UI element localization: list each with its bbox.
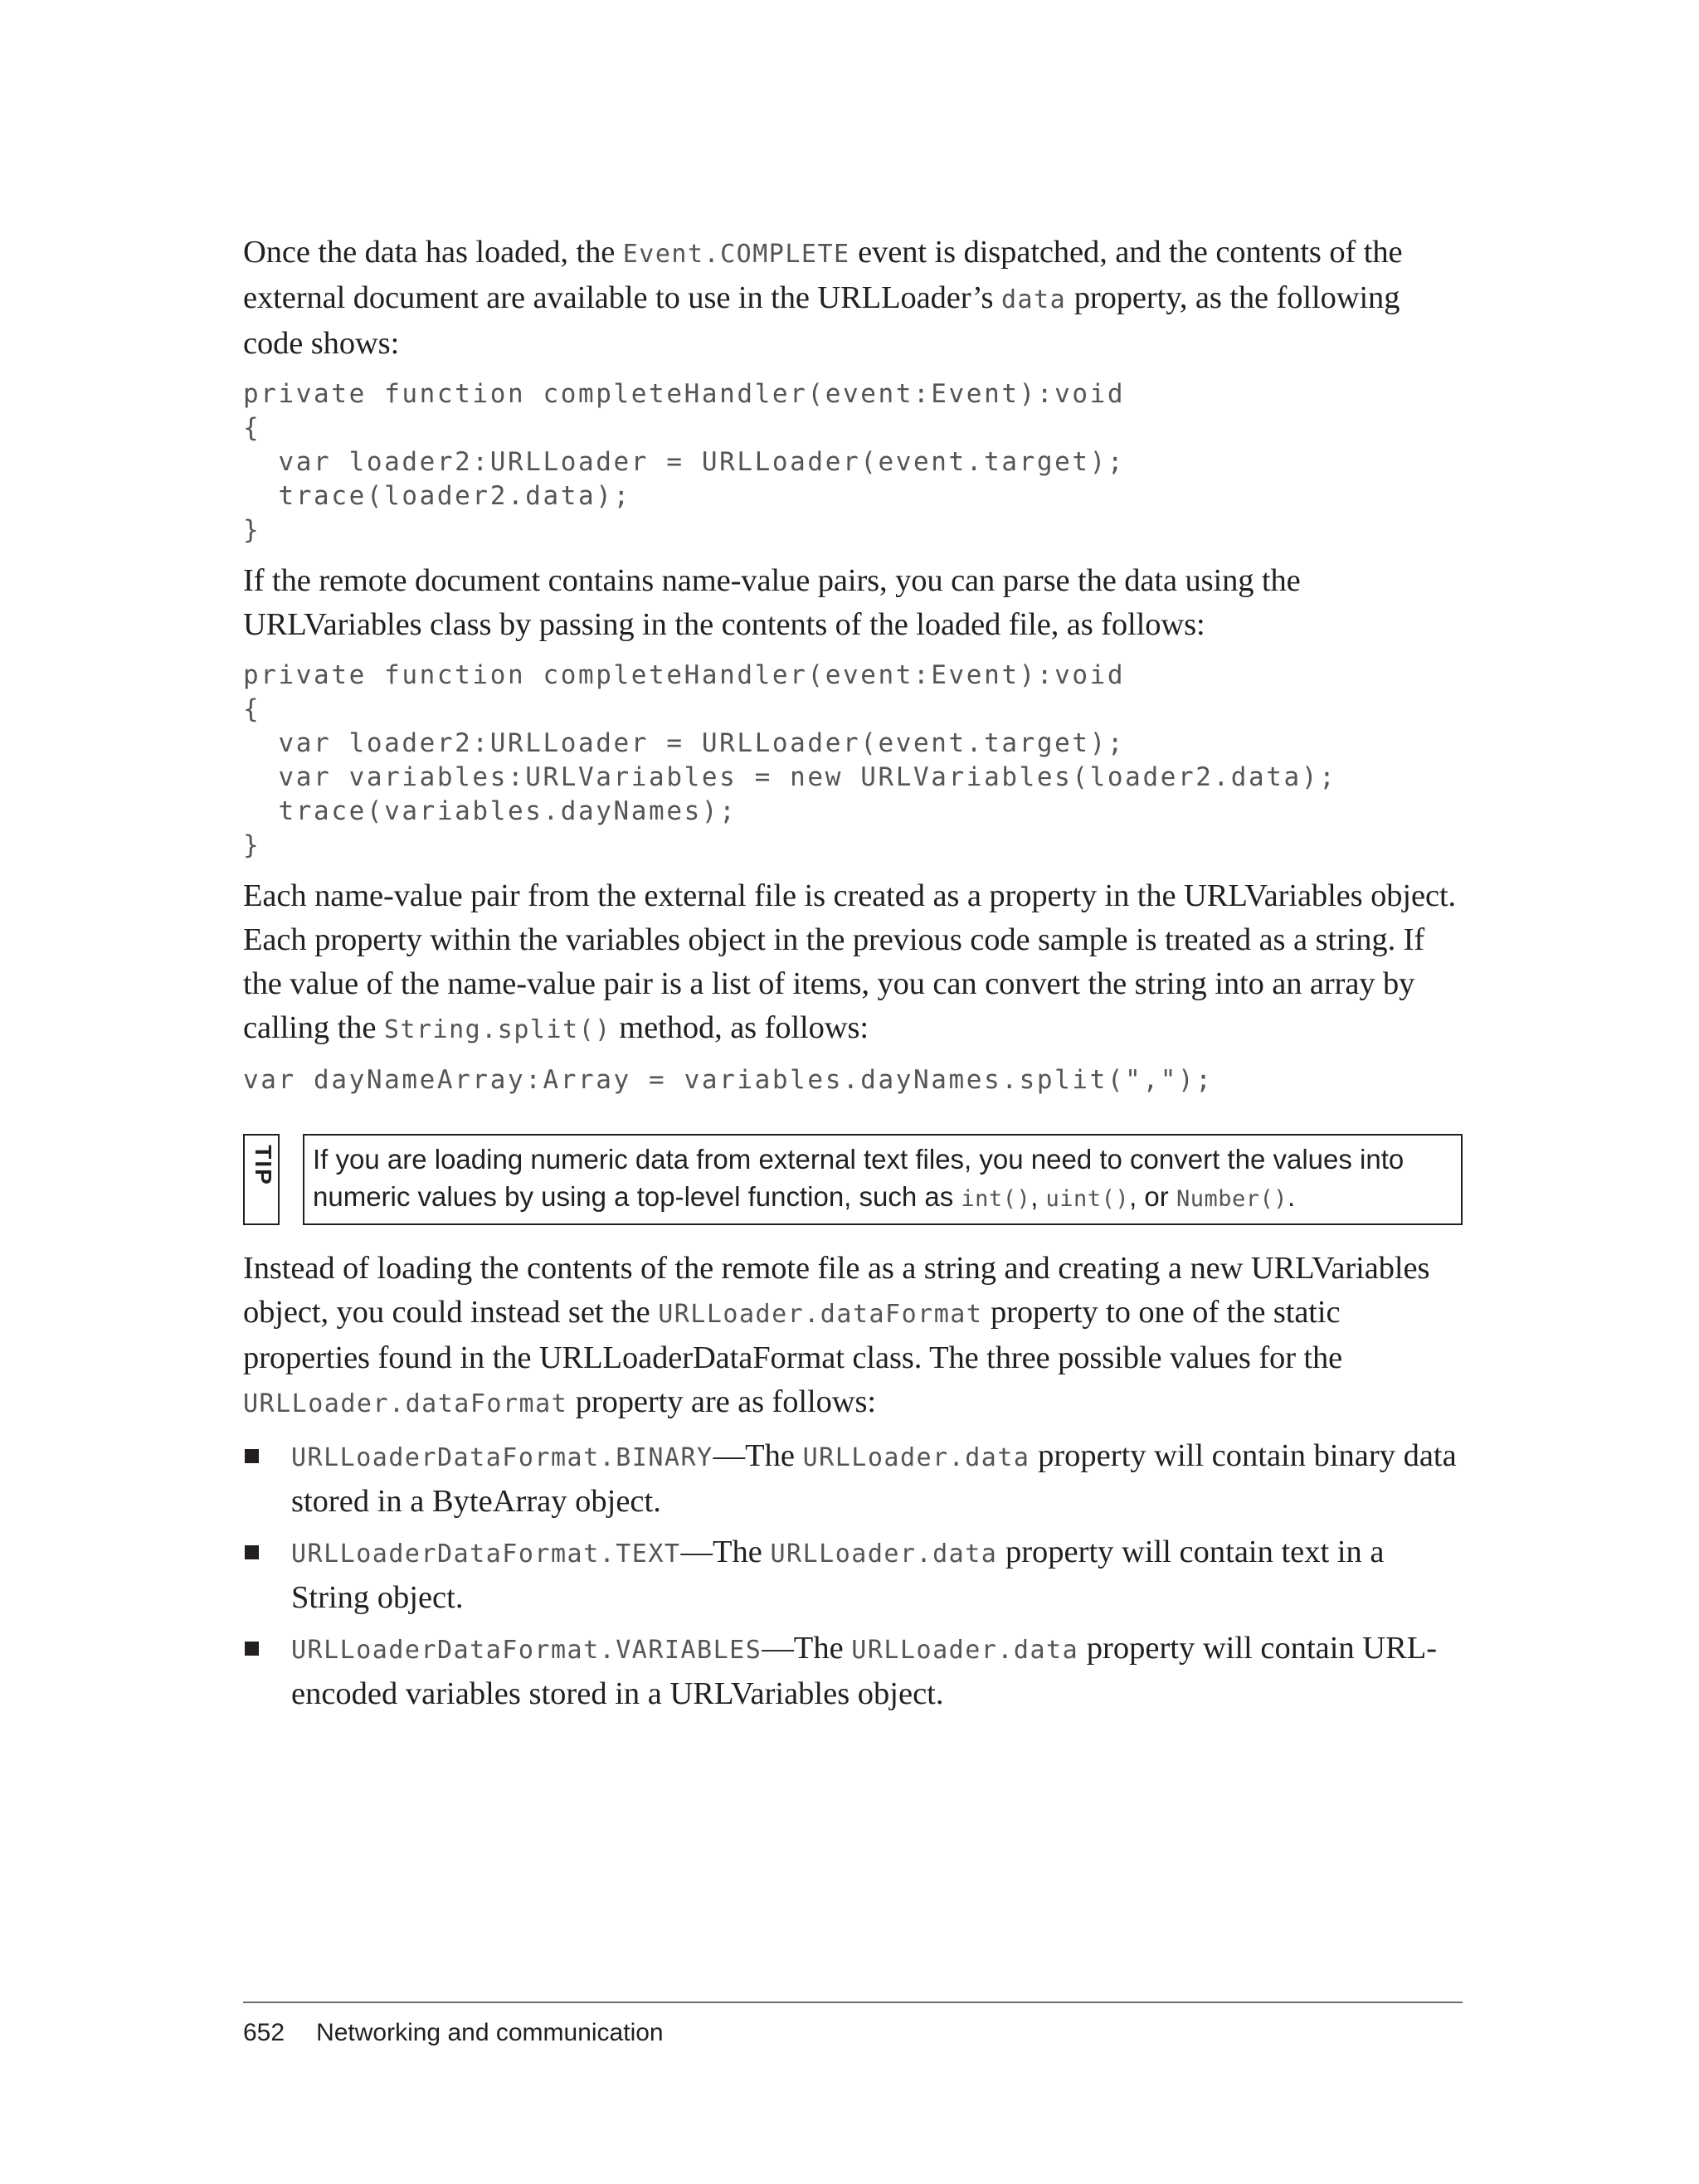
text-span: If you are loading numeric data from external text files, you need to convert the values into numeric values by using a top-level function, such as [313, 1144, 1404, 1212]
section-title: Networking and communication [316, 2019, 664, 2046]
text-span: , or [1129, 1181, 1176, 1212]
data-format-list [243, 1434, 1463, 1716]
inline-code: URLLoaderDataFormat.BINARY [291, 1443, 713, 1472]
inline-code: data [1000, 285, 1067, 314]
text-span: property will contain text in a String object. [291, 1535, 1385, 1615]
code-block-complete-handler: private function completeHandler(event:Event):void { var loader2:URLLoader = URLLoader(event.target); trace(loader2.data); } [243, 379, 1126, 545]
paragraph-data-format [243, 1247, 1463, 1426]
inline-code: URLLoader.dataFormat [658, 1300, 983, 1329]
paragraph-string-split [243, 874, 1463, 1052]
inline-code: int() [961, 1186, 1031, 1212]
text-span: property, as the following code shows: [243, 280, 1400, 361]
text-span: method, as follows: [611, 1010, 869, 1045]
inline-code: String.split() [383, 1015, 611, 1044]
text-span: —The [713, 1438, 803, 1473]
bullet-square-icon [245, 1449, 259, 1463]
text-span: , [1030, 1181, 1046, 1212]
text-span: Each name-value pair from the external file is created as a property in the URLVariables object. Each property within the variables object in the previous code sample is treated as a string. If the value of the name-value pair is a list of items, you can convert the string into an array by calling the [243, 878, 1457, 1045]
paragraph-name-value-pairs: If the remote document contains name-value pairs, you can parse the data using the URLVariables class by passing in the contents of the loaded file, as follows: [243, 563, 1301, 642]
inline-code: URLLoader.data [770, 1540, 998, 1569]
tip-callout [243, 1134, 1463, 1225]
footer-divider [243, 2002, 1463, 2003]
code-block-url-variables: private function completeHandler(event:Event):void { var loader2:URLLoader = URLLoader(event.target); var variables:URLVariables = new URLVariables(loader2.data); trace(variables.dayNames); } [243, 660, 1337, 860]
bullet-square-icon [245, 1642, 259, 1656]
paragraph-event-complete [243, 231, 1463, 366]
list-item [243, 1530, 1463, 1620]
text-span: Once the data has loaded, the [243, 235, 623, 270]
text-span: event is dispatched, and the contents of the external document are available to use in the URLLoader’s [243, 235, 1403, 315]
text-span: —The [762, 1631, 852, 1666]
text-span: property to one of the static properties found in the URLLoaderDataFormat class. The three possible values for the [243, 1295, 1343, 1375]
list-item [243, 1434, 1463, 1524]
tip-label-box [243, 1134, 280, 1225]
text-span: property are as follows: [567, 1384, 876, 1419]
inline-code: URLLoader.data [851, 1636, 1079, 1665]
page-number: 652 [243, 2019, 285, 2046]
inline-code: Event.COMPLETE [622, 240, 850, 269]
text-span: Instead of loading the contents of the remote file as a string and creating a new URLVariables object, you could instead set the [243, 1251, 1430, 1330]
text-span: . [1288, 1181, 1296, 1212]
inline-code: uint() [1045, 1186, 1130, 1212]
text-span: property will contain binary data stored in a ByteArray object. [291, 1438, 1457, 1519]
text-span: property will contain URL-encoded variables stored in a URLVariables object. [291, 1631, 1438, 1711]
page-content [243, 231, 1463, 1723]
inline-code: URLLoaderDataFormat.TEXT [291, 1540, 681, 1569]
bullet-square-icon [245, 1545, 259, 1559]
code-block-split: var dayNameArray:Array = variables.dayNames.split(","); [243, 1065, 1214, 1095]
inline-code: URLLoaderDataFormat.VARIABLES [291, 1636, 762, 1665]
inline-code: Number() [1176, 1186, 1288, 1212]
tip-text [303, 1134, 1463, 1225]
tip-label: TIP [251, 1145, 276, 1186]
page-footer [243, 2019, 664, 2047]
inline-code: URLLoader.dataFormat [243, 1389, 568, 1418]
inline-code: URLLoader.data [802, 1443, 1030, 1472]
text-span: —The [680, 1535, 771, 1569]
list-item [243, 1627, 1463, 1716]
